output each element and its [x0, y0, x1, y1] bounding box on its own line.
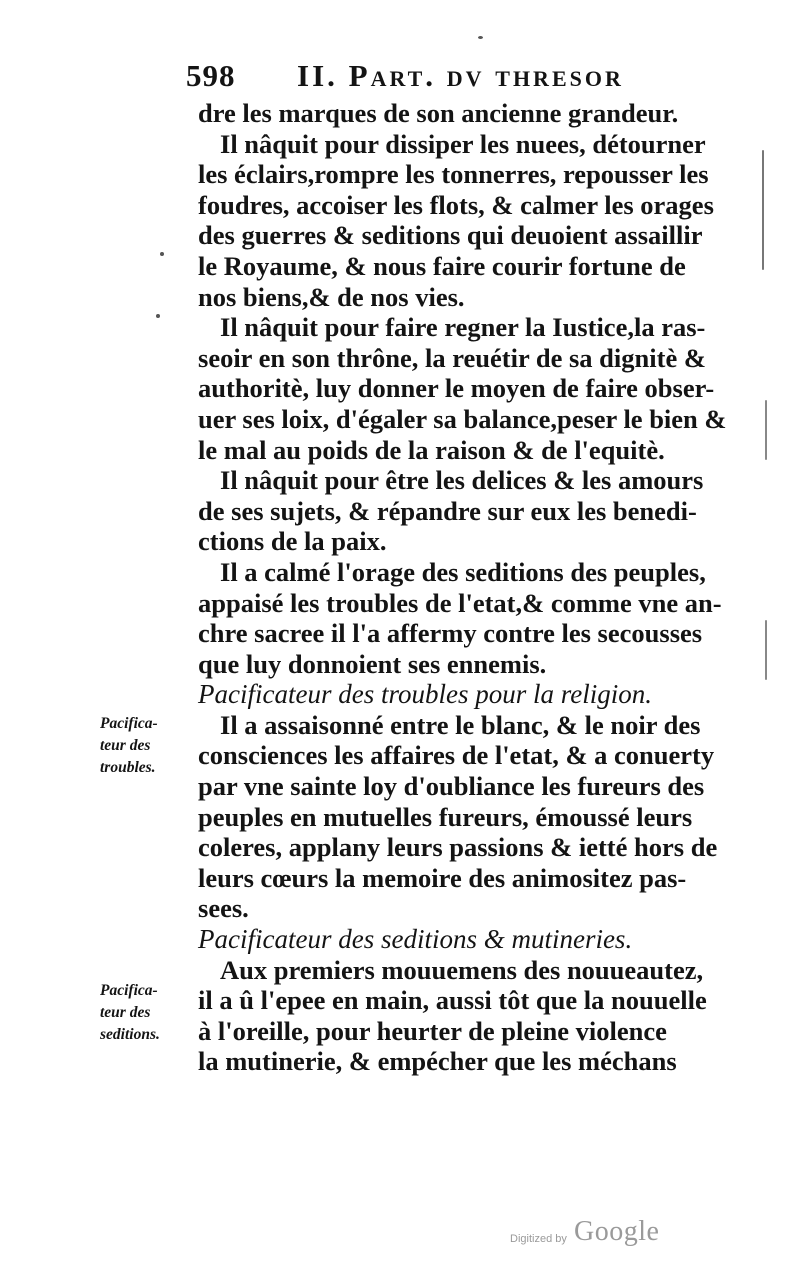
- text-line: sees.: [198, 893, 249, 924]
- margin-note: [100, 980, 190, 1046]
- text-line: que luy donnoient ses ennemis.: [198, 648, 547, 679]
- margin-note-line: troubles.: [100, 759, 156, 776]
- scan-speck: [160, 252, 164, 256]
- running-title: II. Part. dv thresor: [297, 58, 624, 93]
- text-line: ctions de la paix.: [198, 526, 387, 557]
- scan-speck: [478, 36, 483, 39]
- margin-note: [100, 713, 190, 779]
- google-watermark: [510, 1216, 670, 1256]
- watermark-prefix: Digitized by: [510, 1233, 567, 1245]
- text-line: par vne sainte loy d'oubliance les fureurs des: [198, 771, 705, 802]
- margin-note-line: teur des: [100, 737, 151, 754]
- text-line: les éclairs,rompre les tonnerres, repousser les: [198, 159, 709, 190]
- text-line: authoritè, luy donner le moyen de faire obser-: [198, 373, 715, 404]
- text-line: le Royaume, & nous faire courir fortune de: [198, 250, 686, 281]
- text-line: Aux premiers mouuemens des nouueautez,: [220, 954, 704, 985]
- text-line: à l'oreille, pour heurter de pleine violence: [198, 1015, 667, 1046]
- text-line: le mal au poids de la raison & de l'equitè.: [198, 434, 665, 465]
- text-line: appaisé les troubles de l'etat,& comme vne an-: [198, 587, 722, 618]
- page-header: [182, 58, 672, 98]
- text-line: consciences les affaires de l'etat, & a conuerty: [198, 740, 715, 771]
- scan-speck: [762, 150, 764, 270]
- text-line: Il a assaisonné entre le blanc, & le noir des: [220, 709, 701, 740]
- text-line: uer ses loix, d'égaler sa balance,peser le bien &: [198, 403, 727, 434]
- section-heading: Pacificateur des troubles pour la religion.: [198, 679, 652, 710]
- page-number: 598: [186, 58, 236, 93]
- text-line: seoir en son thrône, la reuétir de sa dignitè &: [198, 342, 706, 373]
- scan-speck: [765, 620, 767, 680]
- margin-note-line: Pacifica-: [100, 715, 158, 732]
- scan-speck: [156, 314, 160, 318]
- text-line: il a û l'epee en main, aussi tôt que la nouuelle: [198, 985, 707, 1016]
- text-line: nos biens,& de nos vies.: [198, 281, 465, 312]
- text-line: des guerres & seditions qui deuoient assaillir: [198, 220, 703, 251]
- scan-speck: [765, 400, 767, 460]
- body-text: [198, 98, 743, 1077]
- text-line: la mutinerie, & empécher que les méchans: [198, 1046, 677, 1077]
- text-line: dre les marques de son ancienne grandeur.: [198, 98, 679, 128]
- text-line: leurs cœurs la memoire des animositez pas-: [198, 862, 687, 893]
- margin-note-line: teur des: [100, 1004, 151, 1021]
- text-line: Il nâquit pour être les delices & les amours: [220, 465, 704, 496]
- section-heading: Pacificateur des seditions & mutineries.: [198, 924, 633, 955]
- text-line: foudres, accoiser les flots, & calmer les orages: [198, 189, 714, 220]
- text-line: peuples en mutuelles fureurs, émoussé leurs: [198, 801, 693, 832]
- margin-note-line: seditions.: [100, 1026, 160, 1043]
- text-line: Il nâquit pour dissiper les nuees, détourner: [220, 128, 706, 159]
- text-line: chre sacree il l'a affermy contre les secousses: [198, 618, 703, 649]
- text-line: de ses sujets, & répandre sur eux les benedi-: [198, 495, 697, 526]
- margin-note-line: Pacifica-: [100, 982, 158, 999]
- text-line: coleres, applany leurs passions & ietté hors de: [198, 832, 718, 863]
- text-line: Il nâquit pour faire regner la Iustice,la ras-: [220, 312, 706, 343]
- text-line: Il a calmé l'orage des seditions des peuples,: [220, 556, 706, 587]
- google-logo: Google: [574, 1216, 660, 1247]
